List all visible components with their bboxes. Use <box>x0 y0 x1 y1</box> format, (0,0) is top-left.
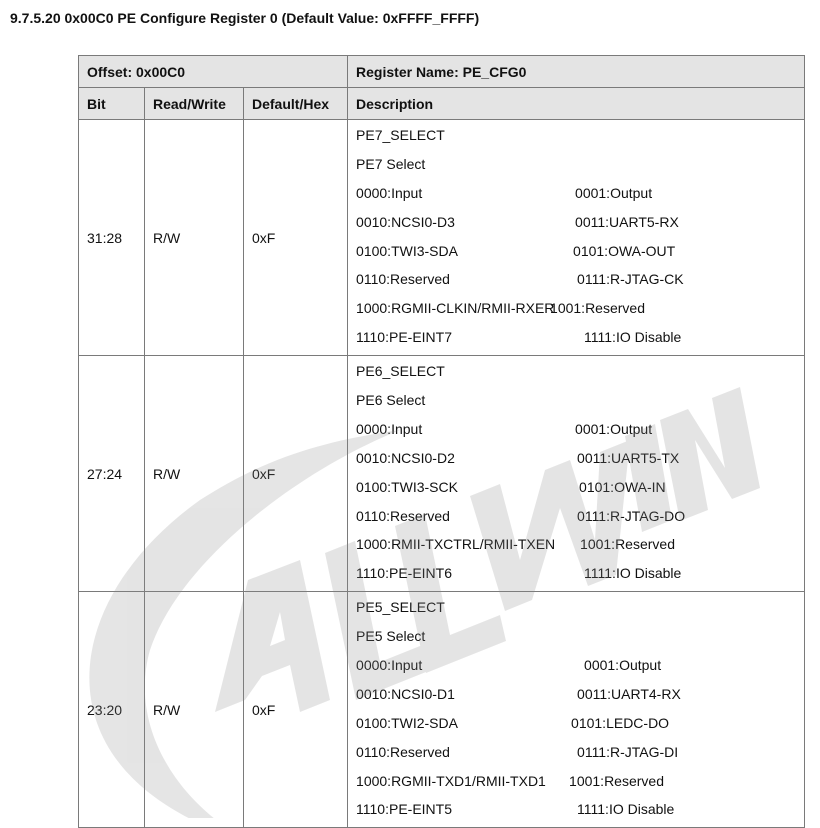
column-header-default-hex: Default/Hex <box>244 88 348 120</box>
option-right: 0001:Output <box>575 184 653 201</box>
bit-cell: 31:28 <box>79 120 145 356</box>
option-left: 0100:TWI3-SCK <box>356 478 458 495</box>
option-left: 0010:NCSI0-D3 <box>356 213 455 230</box>
option-right: 0001:Output <box>575 420 653 437</box>
field-name: PE5_SELECT <box>356 599 445 616</box>
read-write-cell: R/W <box>145 356 244 592</box>
offset-label: Offset: 0x00C0 <box>79 56 348 88</box>
read-write-cell: R/W <box>145 592 244 828</box>
option-right: 0101:OWA-IN <box>579 478 666 495</box>
option-left: 0010:NCSI0-D2 <box>356 449 455 466</box>
option-line <box>356 770 804 799</box>
option-line <box>356 683 804 712</box>
option-left: 0110:Reserved <box>356 743 450 760</box>
option-right: 0011:UART4-RX <box>577 685 681 702</box>
column-header-description: Description <box>348 88 805 120</box>
option-left: 0100:TWI2-SDA <box>356 714 458 731</box>
field-name: PE7_SELECT <box>356 127 445 143</box>
option-left: 1110:PE-EINT7 <box>356 329 453 346</box>
option-line <box>356 447 804 476</box>
option-left: 1000:RMII-TXCTRL/RMII-TXEN <box>356 536 556 553</box>
option-line <box>356 654 804 683</box>
table-row <box>79 120 805 356</box>
column-header-read-write: Read/Write <box>145 88 244 120</box>
description-cell <box>348 120 805 356</box>
option-right: 1001:Reserved <box>550 300 645 317</box>
option-right: 1111:IO Disable <box>584 565 682 582</box>
option-line <box>356 211 804 240</box>
option-left: 1110:PE-EINT6 <box>356 565 453 582</box>
column-header-bit: Bit <box>79 88 145 120</box>
option-line <box>356 505 804 534</box>
option-left: 0000:Input <box>356 420 423 437</box>
option-line <box>356 326 804 355</box>
option-left: 0010:NCSI0-D1 <box>356 685 455 702</box>
field-subtitle: PE6 Select <box>356 392 426 409</box>
bit-cell: 23:20 <box>79 592 145 828</box>
option-line <box>356 182 804 211</box>
option-left: 0000:Input <box>356 657 423 674</box>
register-table <box>78 55 805 828</box>
description-cell <box>348 356 805 592</box>
option-line <box>356 798 804 827</box>
option-right: 0001:Output <box>584 657 662 674</box>
option-line <box>356 712 804 741</box>
option-right: 1001:Reserved <box>569 772 664 789</box>
description-cell <box>348 592 805 828</box>
section-heading: 9.7.5.20 0x00C0 PE Configure Register 0 (Default Value: 0xFFFF_FFFF) <box>10 10 480 26</box>
option-left: 1110:PE-EINT5 <box>356 801 453 818</box>
option-line <box>356 533 804 562</box>
option-right: 0011:UART5-RX <box>575 213 679 230</box>
option-left: 0100:TWI3-SDA <box>356 242 458 259</box>
option-right: 0101:OWA-OUT <box>573 242 676 259</box>
option-right: 1001:Reserved <box>580 536 675 553</box>
option-line <box>356 297 804 326</box>
option-line <box>356 240 804 269</box>
table-header-columns-row <box>79 88 805 120</box>
option-left: 1000:RGMII-CLKIN/RMII-RXER <box>356 300 555 317</box>
bit-cell: 27:24 <box>79 356 145 592</box>
option-right: 0011:UART5-TX <box>577 449 680 466</box>
option-right: 1111:IO Disable <box>584 329 682 346</box>
option-right: 0111:R-JTAG-CK <box>577 271 684 288</box>
field-subtitle: PE5 Select <box>356 628 426 645</box>
option-line <box>356 741 804 770</box>
read-write-cell: R/W <box>145 120 244 356</box>
table-header-offset-row <box>79 56 805 88</box>
option-left: 0000:Input <box>356 184 423 201</box>
option-left: 0110:Reserved <box>356 271 450 288</box>
option-left: 1000:RGMII-TXD1/RMII-TXD1 <box>356 772 546 789</box>
field-name: PE6_SELECT <box>356 363 445 380</box>
option-right: 0101:LEDC-DO <box>571 714 670 731</box>
option-right: 0111:R-JTAG-DO <box>577 507 686 524</box>
table-row <box>79 356 805 592</box>
option-right: 1111:IO Disable <box>577 801 675 818</box>
option-right: 0111:R-JTAG-DI <box>577 743 679 760</box>
register-name-label: Register Name: PE_CFG0 <box>348 56 805 88</box>
default-value-cell: 0xF <box>244 120 348 356</box>
option-line <box>356 562 804 591</box>
table-row <box>79 592 805 828</box>
default-value-cell: 0xF <box>244 356 348 592</box>
option-left: 0110:Reserved <box>356 507 450 524</box>
option-line <box>356 476 804 505</box>
option-line <box>356 268 804 297</box>
field-subtitle: PE7 Select <box>356 155 426 172</box>
default-value-cell: 0xF <box>244 592 348 828</box>
option-line <box>356 418 804 447</box>
